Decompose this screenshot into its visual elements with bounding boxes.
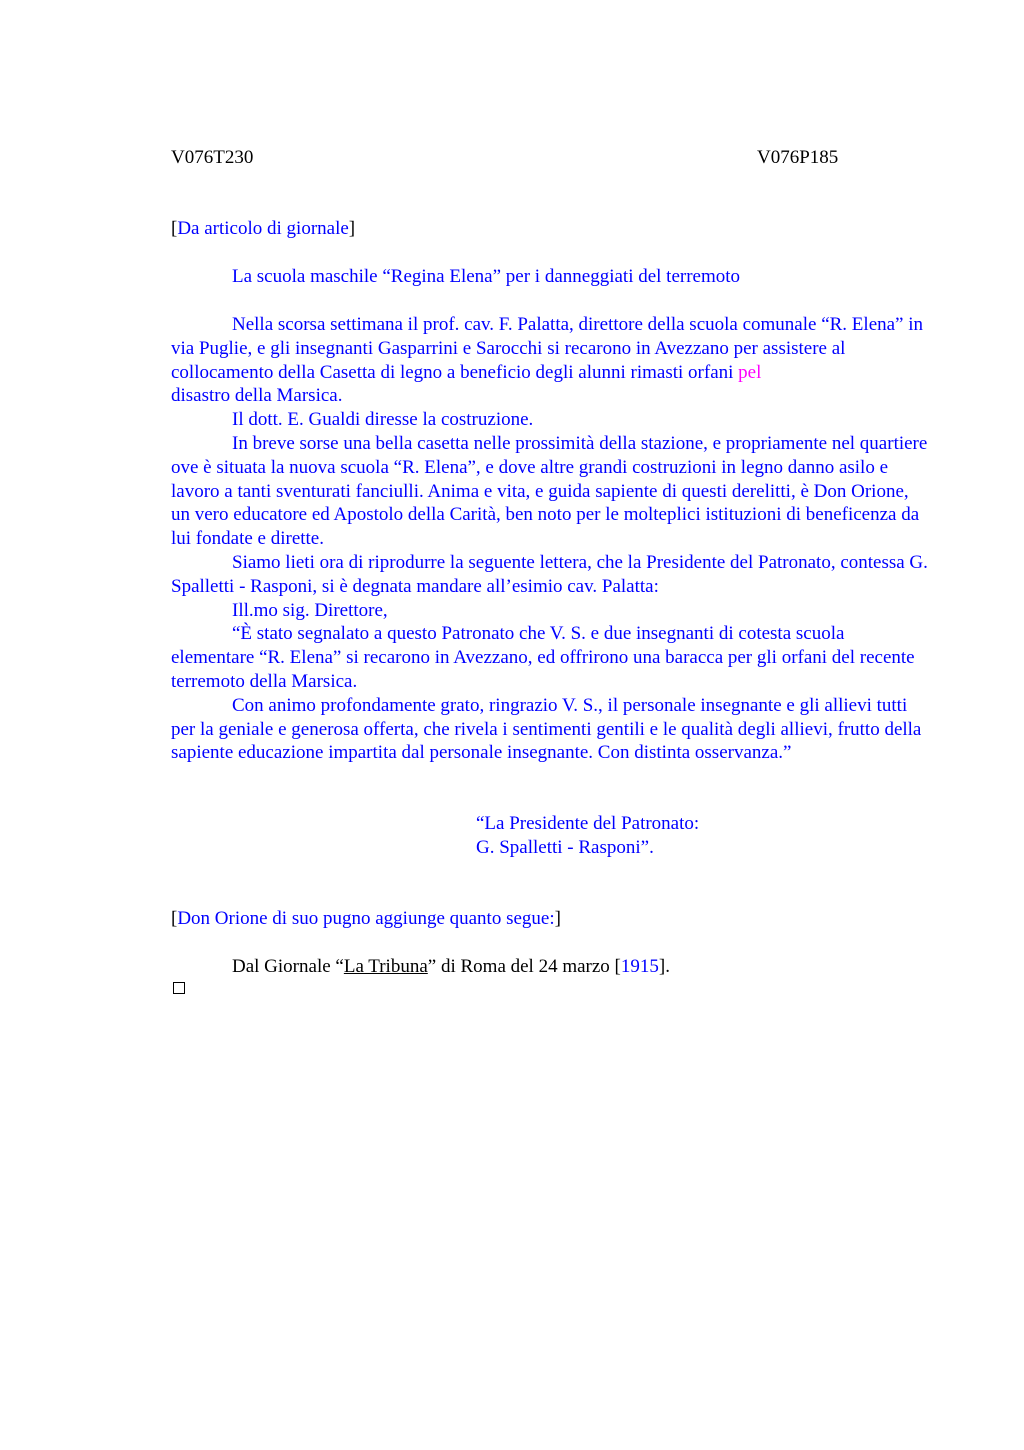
source-note-text: Da articolo di giornale <box>177 218 349 239</box>
highlighted-word: pel <box>738 361 762 383</box>
year-value: 1915 <box>620 956 659 977</box>
document-code-left: V076T230 <box>171 147 254 168</box>
newspaper-name: La Tribuna <box>343 956 428 977</box>
source-note: [Da articolo di giornale] <box>171 218 356 239</box>
article-body <box>171 313 931 765</box>
signature-block <box>476 812 699 860</box>
signature-line-1: “La Presidente del Patronato: <box>476 813 700 834</box>
handwritten-note: [Don Orione di suo pugno aggiunge quanto segue:] <box>171 908 561 929</box>
letter-paragraph-2: Con animo profondamente grato, ringrazio V. S., il personale insegnante e gli allievi tutti per la geniale e generosa offerta, che rivela i sentimenti gentili e le qualità degli allievi, frutto della sapiente educazione impartita dal personale insegnante. Con distinta osservanza.” <box>171 694 922 764</box>
letter-salutation: Ill.mo sig. Direttore, <box>232 599 388 621</box>
document-code-right: V076P185 <box>757 147 839 168</box>
paragraph-4: Siamo lieti ora di riprodurre la seguente lettera, che la Presidente del Patronato, contessa G. Spalletti - Rasponi, si è degnata mandare all’esimio cav. Palatta: <box>171 551 928 597</box>
paragraph-1: Nella scorsa settimana il prof. cav. F. Palatta, direttore della scuola comunale “R. Elena” in via Puglie, e gli insegnanti Gasparrini e Sarocchi si recarono in Avezzano per assistere al collocamento della Casetta di legno a beneficio degli alunni rimasti orfani pel disastro della Marsica. <box>171 314 924 407</box>
letter-paragraph-1: “È stato segnalato a questo Patronato che V. S. e due insegnanti di cotesta scuola elementare “R. Elena” si recarono in Avezzano, ed offrirono una baracca per gli orfani del recente terremoto della Marsica. <box>171 623 915 692</box>
checkbox-square-icon <box>173 982 185 994</box>
signature-line-2: G. Spalletti - Rasponi”. <box>476 837 654 858</box>
newspaper-reference: Dal Giornale “La Tribuna” di Roma del 24 marzo [1915]. <box>232 956 670 977</box>
paragraph-2: Il dott. E. Gualdi diresse la costruzione. <box>232 409 534 431</box>
handwritten-note-text: Don Orione di suo pugno aggiunge quanto segue: <box>177 908 555 929</box>
paragraph-3: In breve sorse una bella casetta nelle prossimità della stazione, e propriamente nel quartiere ove è situata la nuova scuola “R. Elena”, e dove altre grandi costruzioni in legno danno asilo e lavoro a tanti sventurati fanciulli. Anima e vita, e guida sapiente di questi derelitti, è Don Orione, un vero educatore ed Apostolo della Carità, ben noto per le molteplici istituzioni di beneficenza da lui fondate e dirette. <box>171 432 928 550</box>
article-title: La scuola maschile “Regina Elena” per i danneggiati del terremoto <box>232 266 741 287</box>
